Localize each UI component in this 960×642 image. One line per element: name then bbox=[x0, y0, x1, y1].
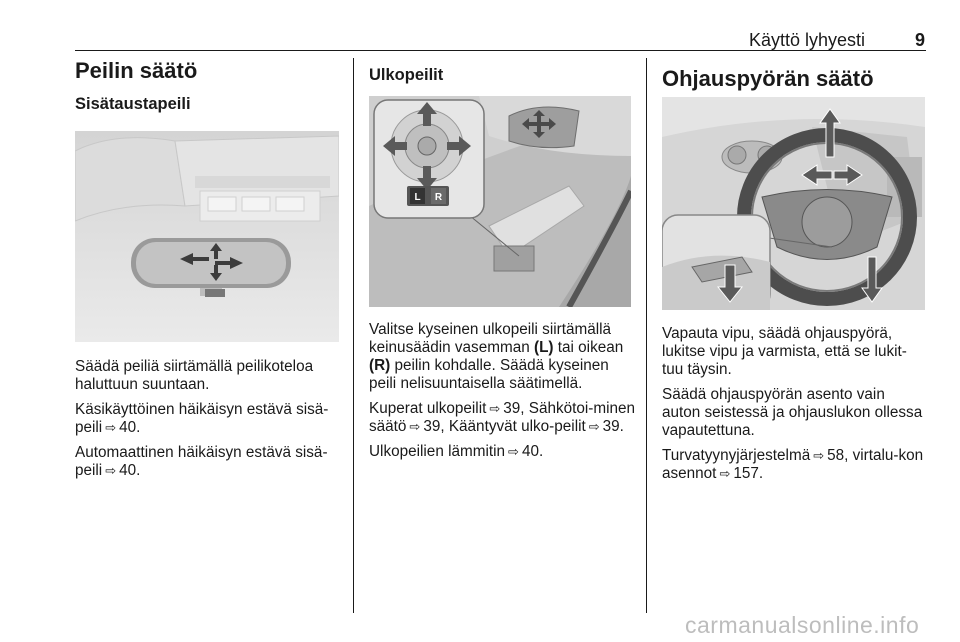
selector-label-left: L bbox=[414, 192, 421, 203]
page-ref-link[interactable]: ⇨ 40. bbox=[505, 443, 543, 460]
page-ref-link[interactable]: ⇨ 157. bbox=[716, 465, 763, 482]
paragraph-adjust-only-stationary: Säädä ohjauspyörän asento vain auton seistessä ja ohjauslukon ollessa vapautettuna. bbox=[662, 386, 923, 439]
paragraph-convex-mirrors: Kuperat ulkopeilit⇨ 39, Sähkötoi-minen säätö⇨ 39, Kääntyvät ulko-peilit⇨ 39. bbox=[369, 400, 637, 436]
paragraph-airbag-ref: Turvatyynyjärjestelmä⇨ 58, virtalu-kon asennot⇨ 157. bbox=[662, 447, 927, 483]
page-ref-link[interactable]: ⇨ 39, Kääntyvät ulko-peilit bbox=[406, 418, 585, 435]
page-ref-link[interactable]: ⇨ 39, Sähkötoi-minen säätö bbox=[369, 400, 635, 435]
paragraph-mirror-adjust: Säädä peiliä siirtämällä peilikoteloa haluttuun suuntaan. bbox=[75, 358, 314, 393]
exterior-mirror-switch-illustration bbox=[369, 96, 631, 307]
column-2-text bbox=[369, 321, 637, 468]
page-number: 9 bbox=[914, 30, 925, 50]
column-divider-1 bbox=[353, 58, 354, 613]
page-header bbox=[75, 30, 925, 52]
subsection-heading: Sisätaustapeili bbox=[75, 95, 191, 114]
page-ref-link[interactable]: ⇨ 40. bbox=[102, 419, 140, 436]
subsection-heading: Ulkopeilit bbox=[369, 66, 444, 84]
header-title: Käyttö lyhyesti bbox=[748, 30, 865, 50]
section-heading: Peilin säätö bbox=[75, 58, 198, 83]
header-rule bbox=[75, 50, 926, 51]
page-ref-link[interactable]: ⇨ 58, virtalu-kon asennot bbox=[662, 447, 923, 482]
interior-mirror-illustration bbox=[75, 131, 339, 342]
column-1-text bbox=[75, 358, 345, 487]
paragraph-manual-antiglare: Käsikäyttöinen häikäisyn estävä sisä-peili⇨ 40. bbox=[75, 401, 345, 437]
paragraph-mirror-heating: Ulkopeilien lämmitin⇨ 40. bbox=[369, 443, 637, 461]
paragraph-release-lever: Vapauta vipu, säädä ohjauspyörä, lukitse vipu ja varmista, että se lukit-tuu täysin. bbox=[662, 325, 907, 378]
selector-label-right: R bbox=[434, 192, 443, 203]
section-heading: Ohjauspyörän säätö bbox=[662, 66, 874, 91]
page-ref-link[interactable]: ⇨ 39. bbox=[586, 418, 624, 435]
column-exterior-mirrors bbox=[369, 58, 634, 86]
column-3-text bbox=[662, 325, 927, 490]
watermark: carmanualsonline.info bbox=[685, 612, 920, 638]
page-ref-link[interactable]: ⇨ 40. bbox=[102, 462, 140, 479]
column-divider-2 bbox=[646, 58, 647, 613]
paragraph-select-mirror: Valitse kyseinen ulkopeili siirtämällä keinusäädin vasemman (L) tai oikean (R) peilin kohdalle. Säädä kyseinen peili nelisuuntaisella säätimellä. bbox=[369, 321, 624, 392]
paragraph-auto-antiglare: Automaattinen häikäisyn estävä sisä-peili⇨ 40. bbox=[75, 444, 345, 480]
steering-wheel-illustration bbox=[662, 97, 925, 310]
column-mirror-adjust bbox=[75, 58, 345, 115]
column-steering-adjust bbox=[662, 58, 927, 92]
